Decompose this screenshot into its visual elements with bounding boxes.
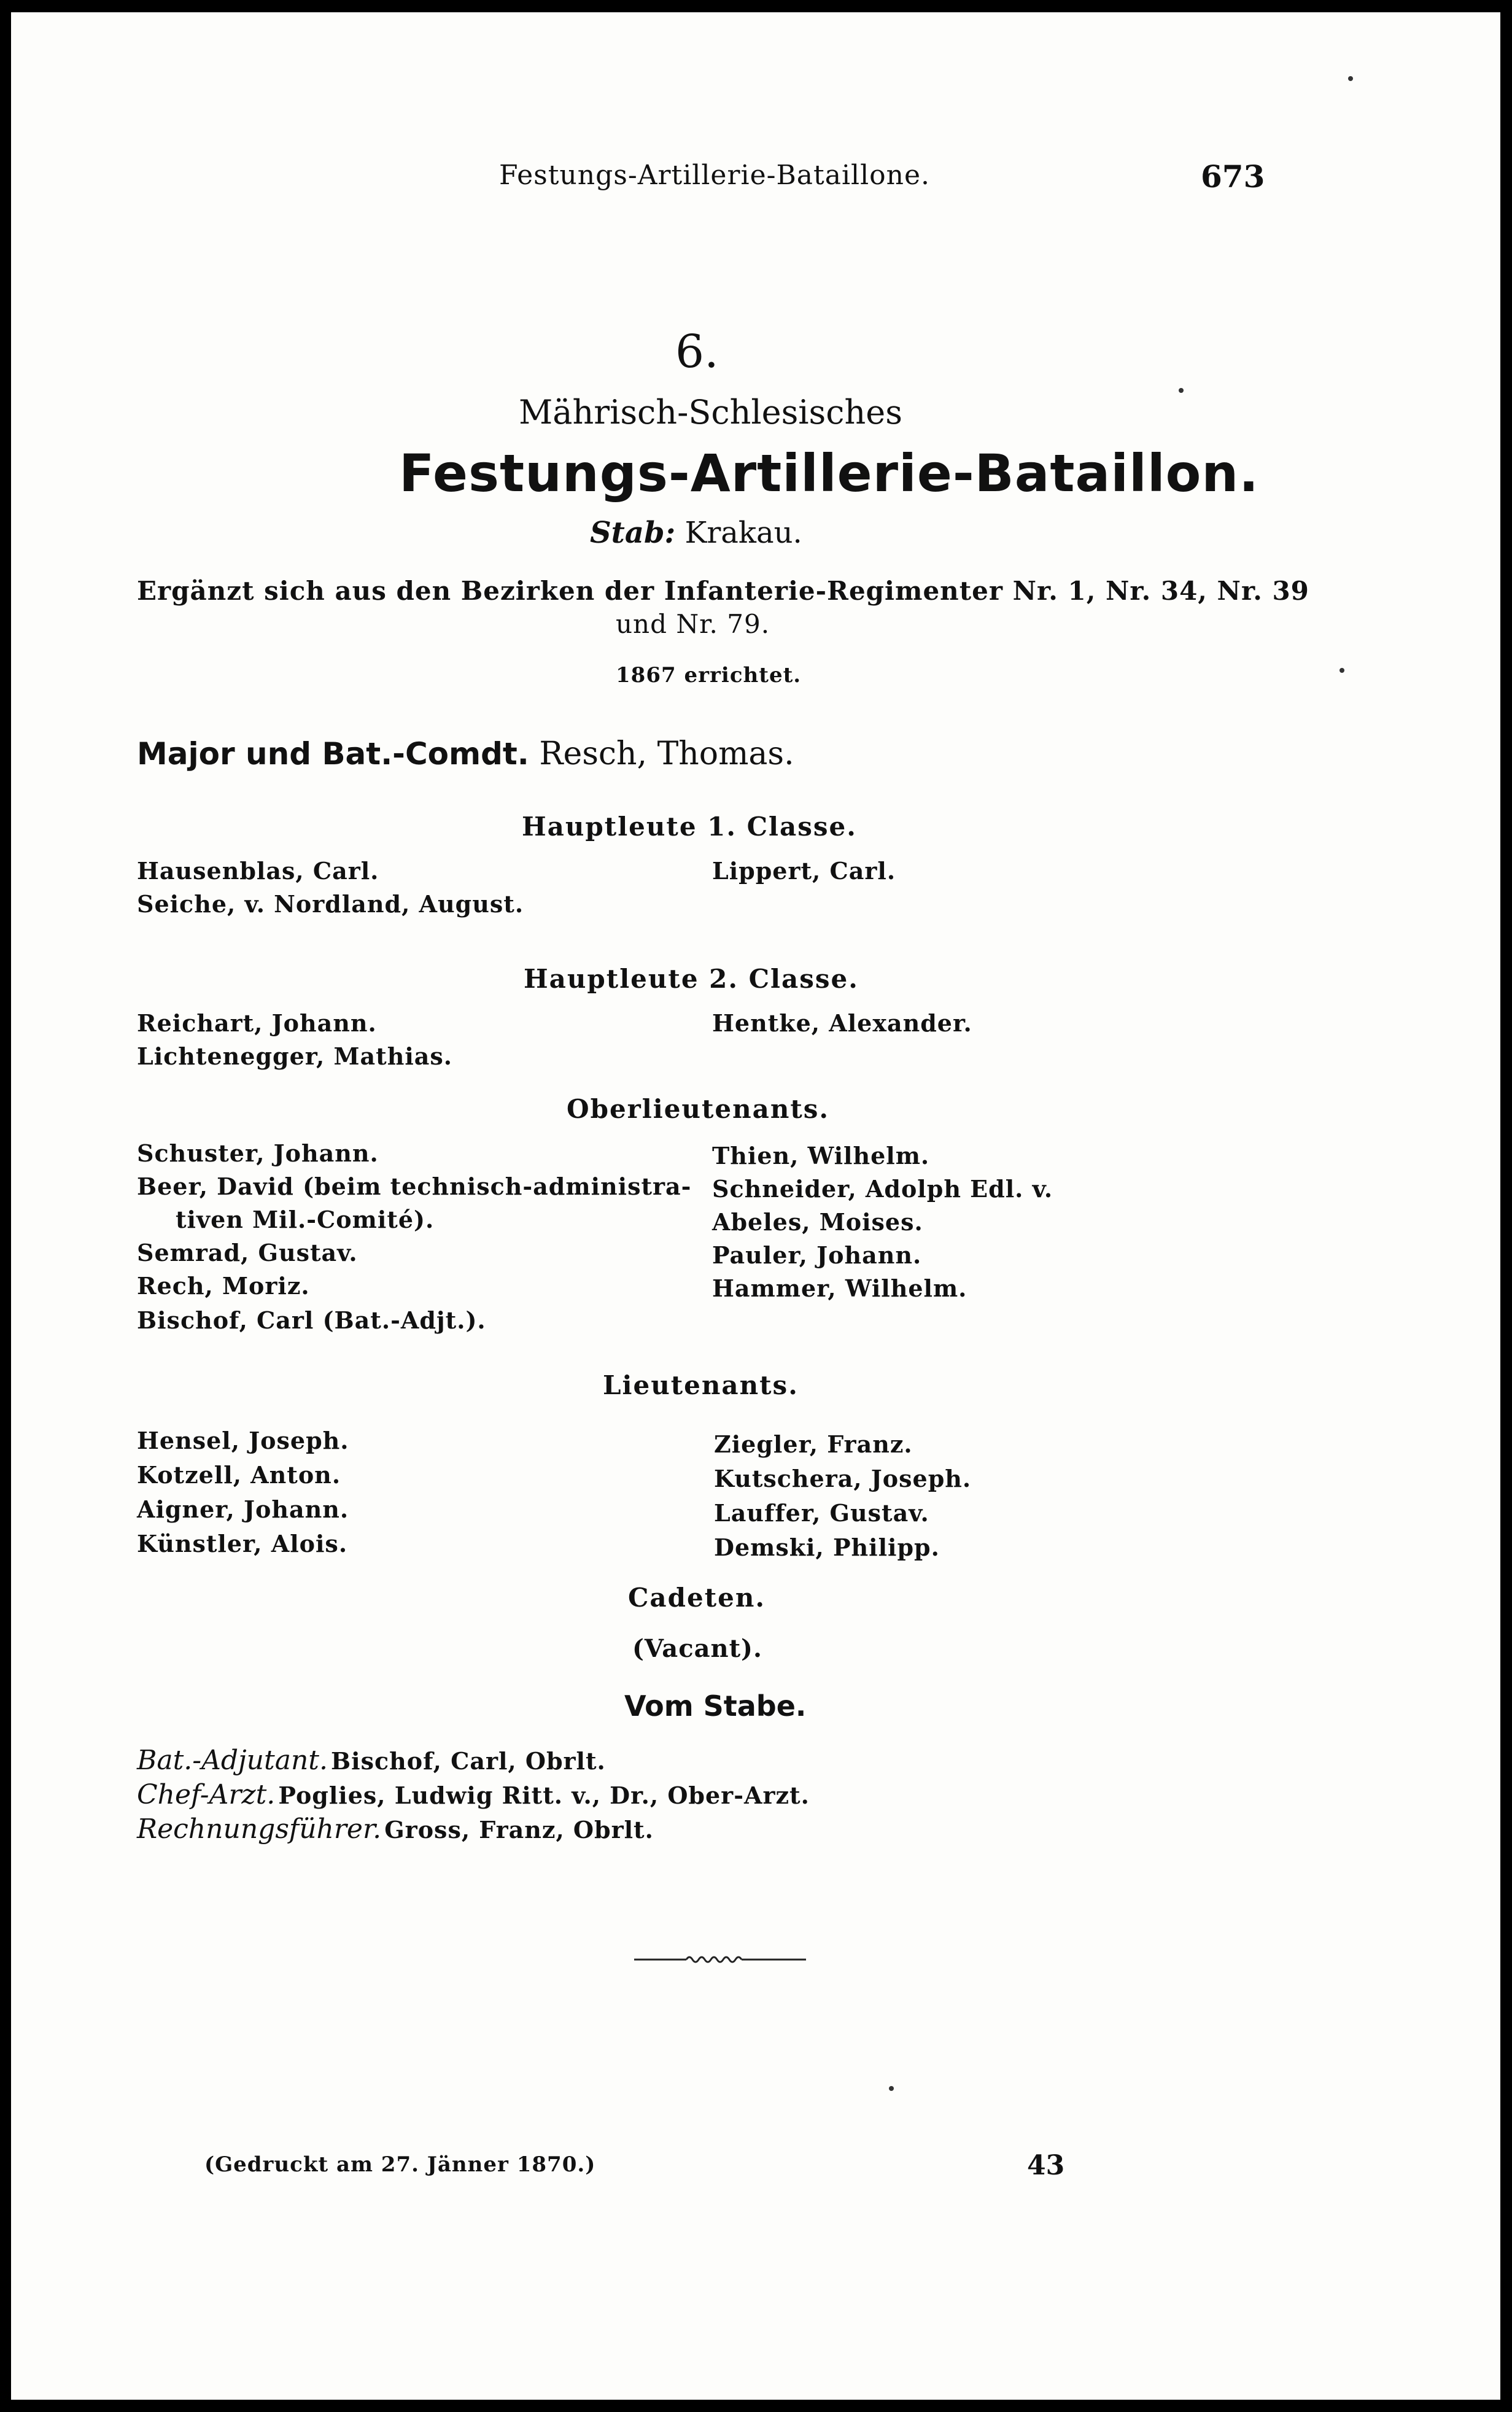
stab-role: Chef-Arzt. — [137, 1779, 276, 1810]
list-item: Lauffer, Gustav. — [714, 1499, 929, 1527]
cadeten-value: (Vacant). — [632, 1634, 762, 1663]
stab-name: Bischof, Carl, Obrlt. — [331, 1747, 606, 1775]
list-item: tiven Mil.-Comité). — [176, 1206, 435, 1233]
page-title: Festungs-Artillerie-Bataillon. — [399, 443, 1260, 503]
list-item: Hammer, Wilhelm. — [712, 1274, 967, 1302]
list-item: Hausenblas, Carl. — [137, 857, 379, 885]
list-item: Bischof, Carl (Bat.-Adjt.). — [137, 1306, 486, 1334]
stab-entry — [137, 1745, 606, 1776]
list-item: Reichart, Johann. — [137, 1009, 377, 1037]
scan-speck — [1348, 76, 1353, 81]
running-title: Festungs-Artillerie-Bataillone. — [499, 160, 931, 191]
battalion-number: 6. — [675, 325, 719, 378]
page-number: 673 — [1201, 158, 1265, 195]
list-item: Seiche, v. Nordland, August. — [137, 890, 524, 918]
section-title-vom-stabe: Vom Stabe. — [624, 1689, 807, 1723]
page — [11, 12, 1500, 2400]
section-title-hauptleute-1: Hauptleute 1. Classe. — [522, 812, 857, 842]
list-item: Thien, Wilhelm. — [712, 1142, 930, 1169]
stab-entry — [137, 1779, 810, 1810]
scan-speck — [889, 2086, 894, 2091]
list-item: Hentke, Alexander. — [712, 1009, 972, 1037]
erganzt-line-1: Ergänzt sich aus den Bezirken der Infanterie-Regimenter Nr. 1, Nr. 34, Nr. 39 — [137, 576, 1309, 606]
list-item: Hensel, Joseph. — [137, 1427, 349, 1454]
list-item: Pauler, Johann. — [712, 1241, 922, 1269]
ornamental-divider — [634, 1953, 806, 1966]
stab-entry — [137, 1813, 654, 1845]
list-item: Abeles, Moises. — [712, 1208, 923, 1236]
stab-name: Gross, Franz, Obrlt. — [384, 1816, 654, 1844]
list-item: Rech, Moriz. — [137, 1272, 310, 1300]
erganzt-line-2: und Nr. 79. — [616, 609, 770, 639]
stab-line — [590, 516, 802, 550]
signature-number: 43 — [1027, 2150, 1065, 2181]
section-title-hauptleute-2: Hauptleute 2. Classe. — [524, 964, 859, 994]
battalion-subtitle: Mährisch-Schlesisches — [519, 393, 902, 432]
errichtet-line: 1867 errichtet. — [616, 663, 802, 688]
list-item: Ziegler, Franz. — [714, 1430, 913, 1458]
list-item: Kotzell, Anton. — [137, 1461, 341, 1489]
scan-speck — [1179, 388, 1184, 393]
stab-role: Bat.-Adjutant. — [137, 1745, 328, 1776]
major-line — [137, 735, 794, 772]
list-item: Aigner, Johann. — [137, 1495, 349, 1523]
list-item: Lippert, Carl. — [712, 857, 896, 885]
list-item: Semrad, Gustav. — [137, 1239, 358, 1266]
major-rank: Major und Bat.-Comdt. — [137, 736, 529, 772]
major-name: Resch, Thomas. — [539, 735, 794, 772]
list-item: Demski, Philipp. — [714, 1534, 940, 1561]
list-item: Schneider, Adolph Edl. v. — [712, 1175, 1053, 1203]
list-item: Kutschera, Joseph. — [714, 1465, 972, 1492]
section-title-cadeten: Cadeten. — [628, 1583, 766, 1613]
section-title-lieutenants: Lieutenants. — [603, 1370, 799, 1400]
stab-label: Stab: — [590, 516, 676, 550]
stab-role: Rechnungsführer. — [137, 1813, 382, 1845]
printed-note: (Gedruckt am 27. Jänner 1870.) — [204, 2152, 596, 2177]
list-item: Lichtenegger, Mathias. — [137, 1042, 453, 1070]
stab-value: Krakau. — [684, 516, 802, 550]
list-item: Schuster, Johann. — [137, 1139, 379, 1167]
stab-name: Poglies, Ludwig Ritt. v., Dr., Ober-Arzt. — [278, 1782, 810, 1809]
list-item: Künstler, Alois. — [137, 1530, 348, 1557]
list-item: Beer, David (beim technisch-administra- — [137, 1173, 692, 1200]
section-title-oberlieutenants: Oberlieutenants. — [567, 1094, 830, 1124]
scan-speck — [1339, 668, 1344, 673]
